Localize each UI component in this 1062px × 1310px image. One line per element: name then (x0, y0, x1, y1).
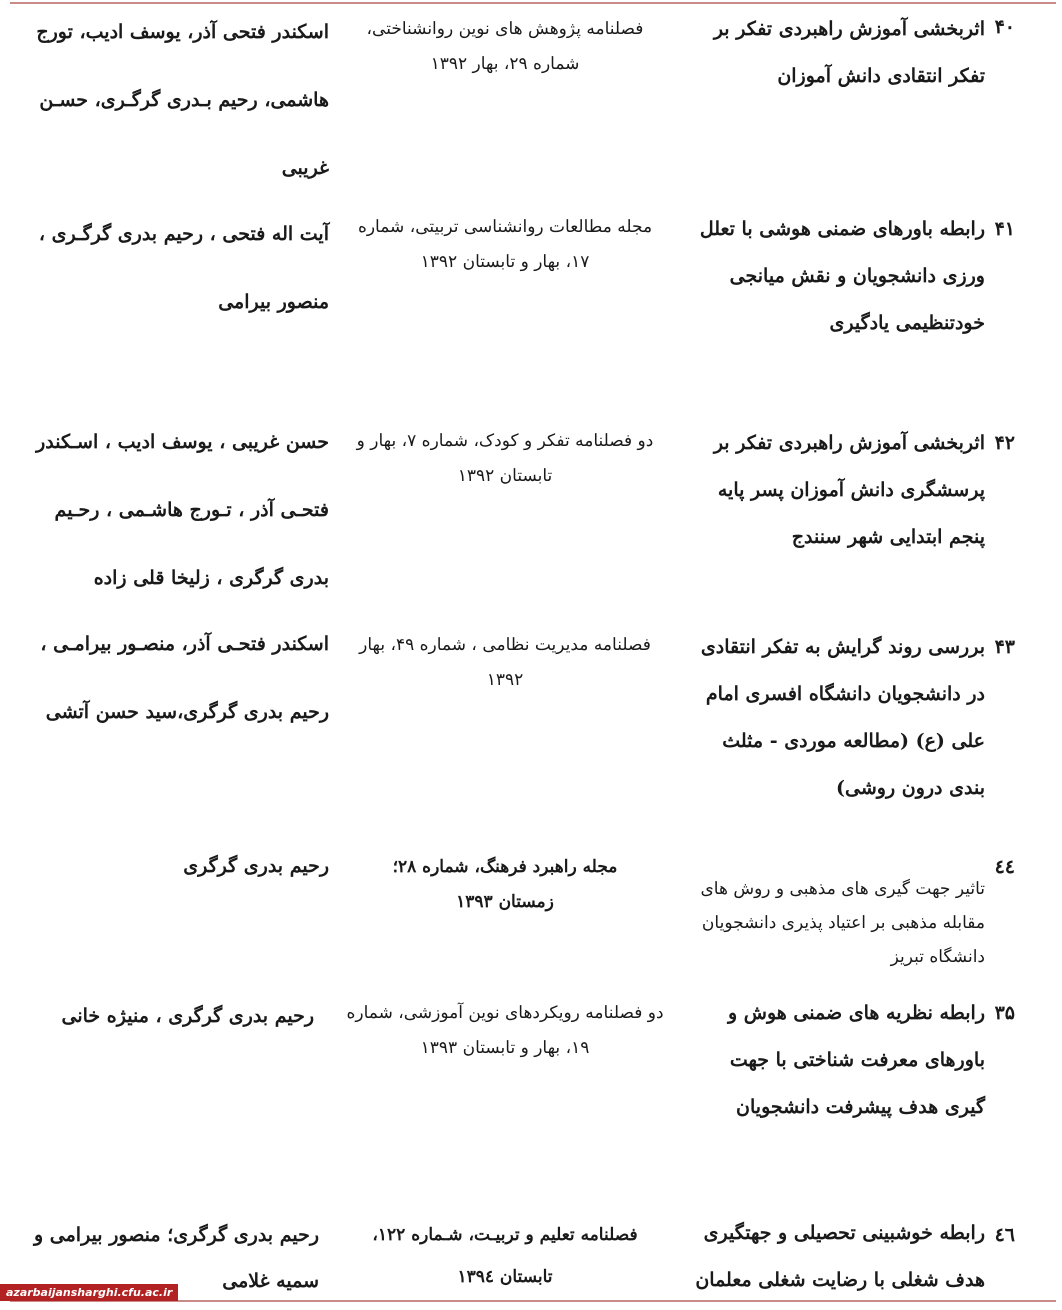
row-number: ۴۲ (994, 432, 1015, 454)
article-title: رابطه نظریه های ضمنی هوش و باورهای معرفت شناختی با جهت گیری هدف پیشرفت دانشجویان (728, 1002, 985, 1118)
row-number: ۳۵ (994, 1002, 1015, 1024)
authors: آیت اله فتحی ، رحیم بدری گرگـری ، منصور بیرامی (38, 223, 329, 313)
site-watermark: azarbaijansharghi.cfu.ac.ir (0, 1284, 178, 1301)
row-number: ۴۱ (994, 218, 1015, 240)
publication-info: فصلنامه تعلیم و تربیـت، شـماره ۱۲۲، تابستان ۱۳۹٤ (372, 1225, 638, 1287)
authors: اسکندر فتحی آذر، یوسف ادیب، تورج هاشمی، رحیم بـدری گرگـری، حسـن غریبی (36, 21, 329, 179)
row-number: ۴۳ (994, 636, 1015, 658)
publication-info: مجله مطالعات روانشناسی تربیتی، شماره ۱۷، بهار و تابستان ۱۳۹۲ (357, 217, 653, 272)
article-title: تاثیر جهت گیری های مذهبی و روش های مقابله مذهبی بر اعتیاد پذیری دانشجویان دانشگاه تبریز (700, 879, 985, 967)
article-title: رابطه خوشبینی تحصیلی و جهتگیری هدف شغلی با رضایت شغلی معلمان (695, 1222, 985, 1291)
publication-info: فصلنامه پژوهش های نوین روانشناختی، شماره ۲۹، بهار ۱۳۹۲ (366, 19, 644, 74)
authors: حسن غریبی ، یوسف ادیب ، اسـکندر فتحـی آذر ، تـورج هاشـمی ، رحـیم بدری گرگری ، زلیخا قلی زاده (36, 431, 329, 589)
publication-info: دو فصلنامه تفکر و کودک، شماره ۷، بهار و تابستان ۱۳۹۲ (356, 431, 654, 486)
article-title: بررسی روند گرایش به تفکر انتقادی در دانشجویان دانشگاه افسری امام علی (ع) (مطالعه موردی - مثلث بندی درون روشی) (700, 636, 985, 799)
article-title: اثربخشی آموزش راهبردی تفکر بر پرسشگری دانش آموزان پسر پایه پنجم ابتدایی شهر سنندج (713, 432, 985, 548)
article-title: رابطه باورهای ضمنی هوشی با تعلل ورزی دانشجویان و نقش میانجی خودتنظیمی یادگیری (699, 218, 985, 334)
publication-info: مجله راهبرد فرهنگ، شماره ۲۸؛ زمستان ۱۳۹۳ (392, 857, 618, 912)
authors: رحیم بدری گرگری (183, 855, 329, 877)
row-number: ۴۰ (994, 16, 1015, 38)
row-number: ٤٦ (994, 1224, 1015, 1246)
row-number: ٤٤ (994, 856, 1015, 878)
publication-info: فصلنامه مدیریت نظامی ، شماره ۴۹، بهار ۱۳۹۲ (359, 635, 651, 690)
authors: رحیم بدری گرگری؛ منصور بیرامی و سمیه غلامی (34, 1224, 319, 1292)
article-title: اثربخشی آموزش راهبردی تفکر بر تفکر انتقادی دانش آموزان (713, 18, 985, 87)
authors: رحیم بدری گرگری ، منیژه خانی (61, 1005, 314, 1027)
publication-info: دو فصلنامه رویکردهای نوین آموزشی، شماره ۱۹، بهار و تابستان ۱۳۹۳ (346, 1003, 664, 1058)
authors: اسکندر فتحـی آذر، منصـور بیرامـی ، رحیم بدری گرگری،سید حسن آتشی (40, 633, 329, 723)
